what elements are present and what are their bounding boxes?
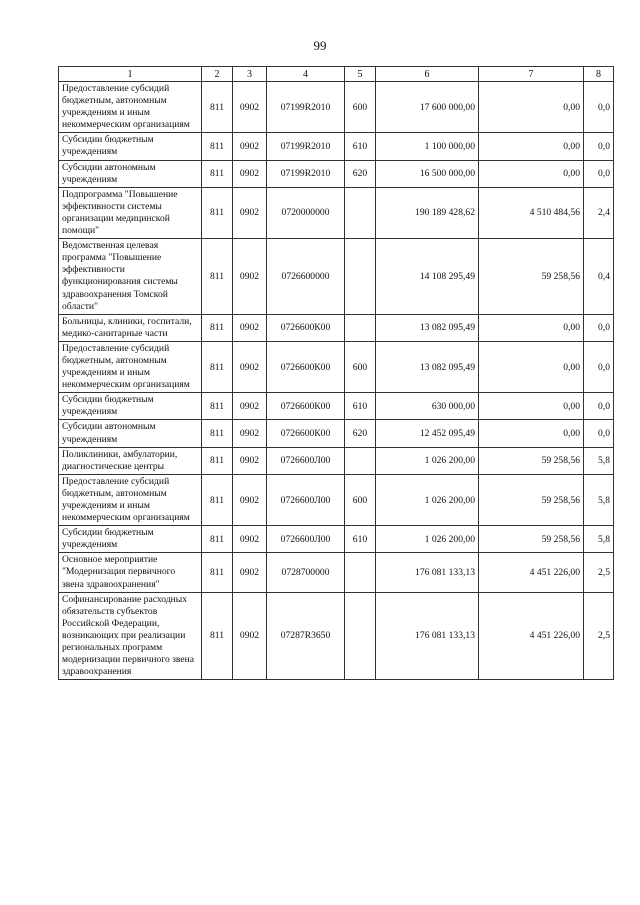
row-name-cell: Субсидии бюджетным учреждениям xyxy=(59,133,202,160)
ved-code-cell: 811 xyxy=(202,160,233,187)
row-name-cell: Субсидии автономным учреждениям xyxy=(59,420,202,447)
section-code-cell: 0902 xyxy=(233,82,267,133)
ved-code-cell: 811 xyxy=(202,314,233,341)
section-code-cell: 0902 xyxy=(233,187,267,238)
planned-amount-cell: 190 189 428,62 xyxy=(376,187,479,238)
row-name-cell: Субсидии бюджетным учреждениям xyxy=(59,526,202,553)
percent-cell: 2,4 xyxy=(584,187,614,238)
target-article-cell: 0726600Л00 xyxy=(267,526,345,553)
section-code-cell: 0902 xyxy=(233,420,267,447)
section-code-cell: 0902 xyxy=(233,341,267,392)
row-name-cell: Ведомственная целевая программа "Повышение эффективности функционирования системы здравоохранения Томской области" xyxy=(59,239,202,315)
row-name-cell: Поликлиники, амбулатории, диагностические центры xyxy=(59,447,202,474)
target-article-cell: 0726600Л00 xyxy=(267,447,345,474)
planned-amount-cell: 1 026 200,00 xyxy=(376,526,479,553)
percent-cell: 0,0 xyxy=(584,133,614,160)
row-name-cell: Предоставление субсидий бюджетным, автономным учреждениям и иным некоммерческим организациям xyxy=(59,341,202,392)
percent-cell: 0,0 xyxy=(584,82,614,133)
budget-table xyxy=(58,66,614,680)
table-row xyxy=(59,341,614,392)
target-article-cell: 07199R2010 xyxy=(267,82,345,133)
section-code-cell: 0902 xyxy=(233,133,267,160)
executed-amount-cell: 4 510 484,56 xyxy=(479,187,584,238)
percent-cell: 0,0 xyxy=(584,393,614,420)
expense-type-cell: 610 xyxy=(345,526,376,553)
table-row xyxy=(59,420,614,447)
row-name-cell: Субсидии бюджетным учреждениям xyxy=(59,393,202,420)
header-cell: 5 xyxy=(345,67,376,82)
planned-amount-cell: 176 081 133,13 xyxy=(376,553,479,592)
percent-cell: 0,0 xyxy=(584,160,614,187)
executed-amount-cell: 59 258,56 xyxy=(479,526,584,553)
target-article-cell: 0728700000 xyxy=(267,553,345,592)
target-article-cell: 07199R2010 xyxy=(267,160,345,187)
target-article-cell: 0726600К00 xyxy=(267,314,345,341)
ved-code-cell: 811 xyxy=(202,592,233,680)
executed-amount-cell: 0,00 xyxy=(479,341,584,392)
target-article-cell: 0726600К00 xyxy=(267,420,345,447)
percent-cell: 2,5 xyxy=(584,592,614,680)
section-code-cell: 0902 xyxy=(233,447,267,474)
expense-type-cell: 610 xyxy=(345,393,376,420)
percent-cell: 0,0 xyxy=(584,420,614,447)
row-name-cell: Предоставление субсидий бюджетным, автономным учреждениям и иным некоммерческим организациям xyxy=(59,474,202,525)
row-name-cell: Субсидии автономным учреждениям xyxy=(59,160,202,187)
ved-code-cell: 811 xyxy=(202,239,233,315)
target-article-cell: 07199R2010 xyxy=(267,133,345,160)
table-row xyxy=(59,239,614,315)
section-code-cell: 0902 xyxy=(233,239,267,315)
percent-cell: 0,4 xyxy=(584,239,614,315)
ved-code-cell: 811 xyxy=(202,187,233,238)
table-row xyxy=(59,592,614,680)
executed-amount-cell: 0,00 xyxy=(479,82,584,133)
ved-code-cell: 811 xyxy=(202,420,233,447)
percent-cell: 0,0 xyxy=(584,341,614,392)
executed-amount-cell: 0,00 xyxy=(479,393,584,420)
section-code-cell: 0902 xyxy=(233,592,267,680)
expense-type-cell: 600 xyxy=(345,82,376,133)
percent-cell: 0,0 xyxy=(584,314,614,341)
section-code-cell: 0902 xyxy=(233,314,267,341)
executed-amount-cell: 4 451 226,00 xyxy=(479,553,584,592)
expense-type-cell xyxy=(345,314,376,341)
expense-type-cell: 620 xyxy=(345,160,376,187)
executed-amount-cell: 4 451 226,00 xyxy=(479,592,584,680)
planned-amount-cell: 17 600 000,00 xyxy=(376,82,479,133)
header-cell: 1 xyxy=(59,67,202,82)
section-code-cell: 0902 xyxy=(233,393,267,420)
ved-code-cell: 811 xyxy=(202,133,233,160)
expense-type-cell xyxy=(345,239,376,315)
planned-amount-cell: 14 108 295,49 xyxy=(376,239,479,315)
ved-code-cell: 811 xyxy=(202,553,233,592)
target-article-cell: 07287R3650 xyxy=(267,592,345,680)
ved-code-cell: 811 xyxy=(202,82,233,133)
percent-cell: 2,5 xyxy=(584,553,614,592)
table-row xyxy=(59,393,614,420)
table-row xyxy=(59,553,614,592)
table-row xyxy=(59,314,614,341)
row-name-cell: Предоставление субсидий бюджетным, автономным учреждениям и иным некоммерческим организациям xyxy=(59,82,202,133)
expense-type-cell: 620 xyxy=(345,420,376,447)
section-code-cell: 0902 xyxy=(233,474,267,525)
ved-code-cell: 811 xyxy=(202,474,233,525)
table-row xyxy=(59,82,614,133)
header-cell: 3 xyxy=(233,67,267,82)
percent-cell: 5,8 xyxy=(584,447,614,474)
section-code-cell: 0902 xyxy=(233,526,267,553)
planned-amount-cell: 1 026 200,00 xyxy=(376,474,479,525)
ved-code-cell: 811 xyxy=(202,393,233,420)
header-row xyxy=(59,67,614,82)
ved-code-cell: 811 xyxy=(202,526,233,553)
row-name-cell: Подпрограмма "Повышение эффективности системы организации медицинской помощи" xyxy=(59,187,202,238)
target-article-cell: 0726600000 xyxy=(267,239,345,315)
expense-type-cell xyxy=(345,592,376,680)
executed-amount-cell: 0,00 xyxy=(479,160,584,187)
executed-amount-cell: 59 258,56 xyxy=(479,447,584,474)
table-row xyxy=(59,160,614,187)
header-cell: 7 xyxy=(479,67,584,82)
planned-amount-cell: 1 026 200,00 xyxy=(376,447,479,474)
planned-amount-cell: 1 100 000,00 xyxy=(376,133,479,160)
expense-type-cell: 600 xyxy=(345,474,376,525)
table-row xyxy=(59,133,614,160)
target-article-cell: 0720000000 xyxy=(267,187,345,238)
target-article-cell: 0726600К00 xyxy=(267,393,345,420)
section-code-cell: 0902 xyxy=(233,160,267,187)
percent-cell: 5,8 xyxy=(584,474,614,525)
percent-cell: 5,8 xyxy=(584,526,614,553)
expense-type-cell xyxy=(345,447,376,474)
target-article-cell: 0726600Л00 xyxy=(267,474,345,525)
expense-type-cell xyxy=(345,187,376,238)
page-number: 99 xyxy=(313,38,327,53)
executed-amount-cell: 59 258,56 xyxy=(479,474,584,525)
planned-amount-cell: 176 081 133,13 xyxy=(376,592,479,680)
executed-amount-cell: 0,00 xyxy=(479,420,584,447)
executed-amount-cell: 0,00 xyxy=(479,133,584,160)
table-row xyxy=(59,474,614,525)
target-article-cell: 0726600К00 xyxy=(267,341,345,392)
row-name-cell: Больницы, клиники, госпитали, медико-санитарные части xyxy=(59,314,202,341)
expense-type-cell xyxy=(345,553,376,592)
expense-type-cell: 600 xyxy=(345,341,376,392)
expense-type-cell: 610 xyxy=(345,133,376,160)
planned-amount-cell: 630 000,00 xyxy=(376,393,479,420)
header-cell: 2 xyxy=(202,67,233,82)
header-cell: 4 xyxy=(267,67,345,82)
executed-amount-cell: 59 258,56 xyxy=(479,239,584,315)
planned-amount-cell: 13 082 095,49 xyxy=(376,341,479,392)
ved-code-cell: 811 xyxy=(202,447,233,474)
executed-amount-cell: 0,00 xyxy=(479,314,584,341)
section-code-cell: 0902 xyxy=(233,553,267,592)
row-name-cell: Софинансирование расходных обязательств субъектов Российской Федерации, возникающих при реализации региональных программ модернизации первичного звена здравоохранения xyxy=(59,592,202,680)
row-name-cell: Основное мероприятие "Модернизация первичного звена здравоохранения" xyxy=(59,553,202,592)
ved-code-cell: 811 xyxy=(202,341,233,392)
header-cell: 8 xyxy=(584,67,614,82)
planned-amount-cell: 12 452 095,49 xyxy=(376,420,479,447)
header-cell: 6 xyxy=(376,67,479,82)
table-row xyxy=(59,187,614,238)
table-row xyxy=(59,526,614,553)
planned-amount-cell: 13 082 095,49 xyxy=(376,314,479,341)
planned-amount-cell: 16 500 000,00 xyxy=(376,160,479,187)
table-row xyxy=(59,447,614,474)
